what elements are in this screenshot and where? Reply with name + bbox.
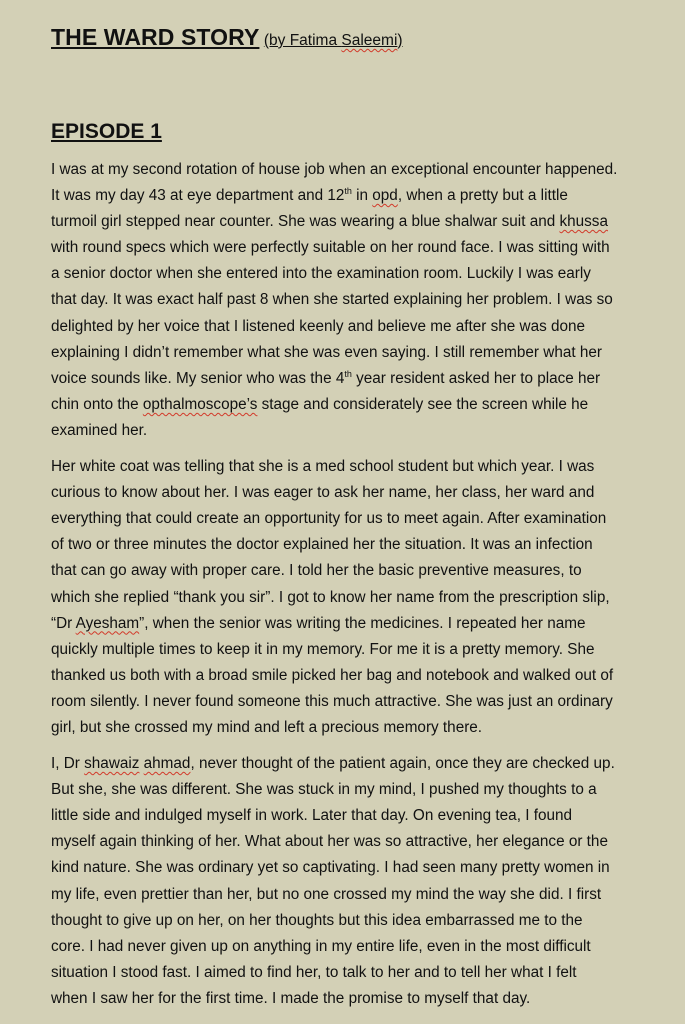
text-line: that can go away with proper care. I told her the basic preventive measures, to [51,562,582,580]
text-line: explaining I didn’t remember what she was even saying. I still remember what her [51,343,602,361]
episode-heading: EPISODE 1 [51,120,162,143]
text-line: girl, but she crossed my mind and left a precious memory there. [51,718,483,736]
text-line: that day. It was exact half past 8 when she started explaining her problem. I was so [51,291,613,309]
text-line: with round specs which were perfectly suitable on her round face. I was sitting with [51,239,610,257]
text-line: room silently. I never found someone this much attractive. She was just an ordinary [51,692,613,710]
text-line: examined her. [51,421,148,439]
text-line: “Dr Ayesham”, when the senior was writing the medicines. I repeated her name [51,614,586,632]
spellcheck-flag: shawaiz [84,755,140,773]
spellcheck-flag: opd [372,187,398,205]
text-line: of two or three minutes the doctor explained her the situation. It was an infection [51,536,593,554]
text-line: a senior doctor when she entered into the examination room. Luckily I was early [51,265,591,283]
text-line: thought to give up on her, on her thoughts but this idea embarrassed me to the [51,911,583,929]
text-line: delighted by her voice that I listened keenly and believe me after she was done [51,317,586,335]
text-line: Her white coat was telling that she is a med school student but which year. I was [51,458,595,476]
text-line: everything that could create an opportunity for us to meet again. After examination [51,510,607,528]
spellcheck-flag: khussa [559,213,608,231]
story-byline: (by Fatima Saleemi) [263,32,403,49]
paragraph-3 [51,751,641,1012]
text-line: But she, she was different. She was stuck in my mind, I pushed my thoughts to a [51,781,597,799]
text-line: kind nature. She was ordinary yet so captivating. I had seen many pretty women in [51,859,610,877]
text-line: thanked us both with a broad smile picked her bag and notebook and walked out of [51,666,614,684]
paragraph-1 [51,157,641,444]
spellcheck-flag: opthalmoscope’s [142,395,258,413]
text-line: quickly multiple times to keep it in my memory. For me it is a pretty memory. She [51,640,595,658]
story-body [51,157,641,1012]
spellcheck-flag: Saleemi [341,32,398,49]
text-line: situation I stood fast. I aimed to find her, to talk to her and to tell her what I felt [51,963,577,981]
text-line: turmoil girl stepped near counter. She was wearing a blue shalwar suit and khussa [51,213,608,231]
title-line [51,20,641,58]
text-line: little side and indulged myself in work. Later that day. On evening tea, I found [51,807,572,825]
text-line: which she replied “thank you sir”. I got to know her name from the prescription slip, [51,588,610,606]
text-line: myself again thinking of her. What about her was so attractive, her elegance or the [51,833,608,851]
text-line: It was my day 43 at eye department and 12th in opd, when a pretty but a little [51,186,568,205]
text-line: chin onto the opthalmoscope’s stage and considerately see the screen while he [51,395,589,413]
text-line: voice sounds like. My senior who was the 4th year resident asked her to place her [51,368,601,387]
spellcheck-flag: Ayesham [75,614,140,632]
story-title: THE WARD STORY [51,24,260,50]
text-line: curious to know about her. I was eager to ask her name, her class, her ward and [51,484,595,502]
text-line: I was at my second rotation of house job when an exceptional encounter happened. [51,161,618,178]
spellcheck-flag: ahmad [143,755,191,773]
paragraph-2 [51,454,641,741]
text-line: core. I had never given up on anything in my entire life, even in the most difficult [51,937,591,955]
text-line: I, Dr shawaiz ahmad, never thought of the patient again, once they are checked up. [51,755,615,773]
text-line: my life, even prettier than her, but no one crossed my mind the way she did. I first [51,885,602,903]
text-line: when I saw her for the first time. I made the promise to myself that day. [51,989,531,1007]
